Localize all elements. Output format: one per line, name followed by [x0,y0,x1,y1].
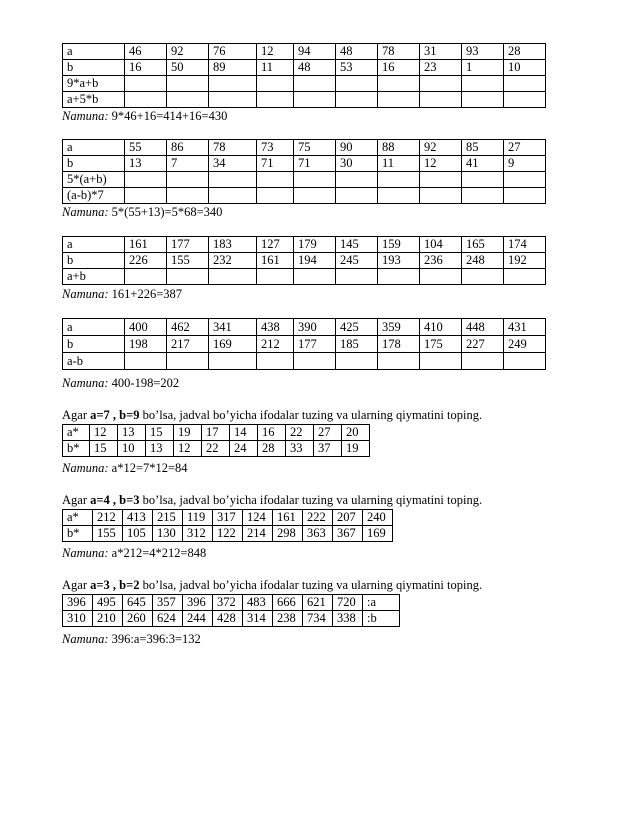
table-cell: 93 [462,44,504,60]
sample-text: 400-198=202 [111,376,180,390]
table-row [63,44,546,60]
table-cell: 28 [258,441,286,457]
sample-label: Namuna: [62,287,109,301]
exercise-table-1-block [62,43,546,108]
table-cell: 359 [378,319,420,336]
sample-line-4 [62,376,179,391]
table-cell: 183 [209,237,257,253]
table-cell: 12 [420,156,462,172]
table-cell: 312 [183,526,213,542]
table-cell: 169 [209,336,257,353]
table-cell [378,92,420,108]
table-cell [294,172,336,188]
table-cell [167,353,209,370]
table-cell [294,76,336,92]
table-cell: 232 [209,253,257,269]
table-cell: 341 [209,319,257,336]
table-cell [504,269,546,285]
table-cell: 217 [167,336,209,353]
table-cell [257,92,294,108]
row-label-cell: 310 [63,611,93,627]
table-cell: 227 [462,336,504,353]
table-cell [462,76,504,92]
exercise-table-2-block [62,139,546,204]
table-cell: 41 [462,156,504,172]
table-cell: 207 [333,510,363,526]
table-cell: 174 [504,237,546,253]
table-cell: 367 [333,526,363,542]
row-label-cell: (a-b)*7 [63,188,125,204]
row-label-cell: 396 [63,595,93,611]
b-value: b=3 [119,493,140,507]
table-cell: 11 [257,60,294,76]
table-cell: 13 [146,441,174,457]
table-row [63,510,393,526]
table-cell: 16 [378,60,420,76]
table-cell: 92 [167,44,209,60]
table-cell: 105 [123,526,153,542]
table-cell: 90 [336,140,378,156]
table-row [63,188,546,204]
table-cell: 210 [93,611,123,627]
sample-label: Namuna: [62,205,109,219]
table-cell: 20 [342,425,370,441]
table-row [63,156,546,172]
table-cell [504,188,546,204]
table-cell [420,269,462,285]
table-cell: 27 [314,425,342,441]
table-cell [209,172,257,188]
table-cell: 155 [167,253,209,269]
table-row [63,595,400,611]
table-cell [167,188,209,204]
sample-line-3 [62,287,182,302]
table-cell: 161 [273,510,303,526]
table-row [63,269,546,285]
table-cell: 425 [336,319,378,336]
row-label-cell: b [63,156,125,172]
row-label-cell: a [63,44,125,60]
table-cell: 124 [243,510,273,526]
table-cell [378,172,420,188]
table-cell: 317 [213,510,243,526]
table-cell [125,76,167,92]
table-cell [378,269,420,285]
table-row [63,172,546,188]
table-cell: 214 [243,526,273,542]
table-cell: 462 [167,319,209,336]
table-cell [294,353,336,370]
table-cell [420,92,462,108]
row-label-cell: b* [63,526,93,542]
table-cell: 12 [90,425,118,441]
sample-label: Namuna: [62,632,109,646]
table-cell [294,92,336,108]
table-cell: 13 [125,156,167,172]
table-cell [209,76,257,92]
a-value: a=3 [90,578,110,592]
table-row [63,60,546,76]
table-cell: 177 [167,237,209,253]
table-cell: 119 [183,510,213,526]
table-cell: 89 [209,60,257,76]
table-cell: 11 [378,156,420,172]
sample-text: a*12=7*12=84 [111,461,188,475]
table-cell: 92 [420,140,462,156]
table-cell: 495 [93,595,123,611]
table-cell: 621 [303,595,333,611]
table-cell: 431 [504,319,546,336]
table-cell: 86 [167,140,209,156]
table-row [63,611,400,627]
exercise-table-3 [62,236,546,285]
table-cell [504,92,546,108]
table-cell [209,353,257,370]
exercise-table-3-block [62,236,546,285]
table-cell [209,269,257,285]
table-cell [420,172,462,188]
table-cell: 19 [342,441,370,457]
table-cell: 12 [174,441,202,457]
table-cell [209,188,257,204]
table-cell: 88 [378,140,420,156]
table-cell: 145 [336,237,378,253]
table-cell: 161 [257,253,294,269]
table-row [63,441,370,457]
table-cell [257,188,294,204]
table-cell [125,92,167,108]
row-label-cell: a [63,237,125,253]
task-instruction-3: Agar a=3 , b=2 bo’lsa, jadval bo’yicha ifodalar tuzing va ularning qiymatini toping. [62,578,483,592]
table-cell [420,353,462,370]
table-cell: 78 [378,44,420,60]
table-cell [167,269,209,285]
sample-label: Namuna: [62,376,109,390]
row-label-cell: b [63,336,125,353]
table-cell [257,172,294,188]
table-cell: 130 [153,526,183,542]
task-table-3-block [62,594,400,627]
table-cell [336,76,378,92]
table-cell [125,269,167,285]
sample-line-1 [62,109,227,124]
sample-label: Namuna: [62,461,109,475]
table-cell: 28 [504,44,546,60]
table-cell [462,172,504,188]
table-cell: 249 [504,336,546,353]
row-label-cell: a* [63,510,93,526]
table-cell: 127 [257,237,294,253]
table-cell: 192 [504,253,546,269]
sample-label: Namuna: [62,109,109,123]
table-cell: 248 [462,253,504,269]
table-cell: 71 [294,156,336,172]
exercise-table-4 [62,318,546,370]
b-value: b=9 [119,408,140,422]
table-cell: 122 [213,526,243,542]
table-cell: 22 [202,441,230,457]
task-table-2-block [62,509,393,542]
table-cell: 9 [504,156,546,172]
table-cell: 390 [294,319,336,336]
row-label-cell: b [63,253,125,269]
table-cell [504,76,546,92]
table-cell: 165 [462,237,504,253]
table-cell: 298 [273,526,303,542]
table-cell: 178 [378,336,420,353]
table-cell: 338 [333,611,363,627]
table-cell: 10 [504,60,546,76]
table-cell [257,353,294,370]
row-label-cell: b* [63,441,90,457]
table-cell [504,353,546,370]
table-cell: 22 [286,425,314,441]
table-cell [257,76,294,92]
table-cell: 17 [202,425,230,441]
sample-line-6 [62,546,206,561]
table-cell: 236 [420,253,462,269]
row-label-cell: a* [63,425,90,441]
table-row [63,76,546,92]
sample-line-7 [62,632,201,647]
table-cell: 212 [93,510,123,526]
table-cell [294,188,336,204]
sample-text: 161+226=387 [111,287,183,301]
table-cell: 222 [303,510,333,526]
table-cell: 734 [303,611,333,627]
row-label-cell: a-b [63,353,125,370]
table-row [63,253,546,269]
table-cell: 159 [378,237,420,253]
table-cell [336,92,378,108]
table-cell: 226 [125,253,167,269]
task-table-3 [62,594,400,627]
table-cell: 48 [294,60,336,76]
table-cell: 1 [462,60,504,76]
row-label-cell: 5*(a+b) [63,172,125,188]
table-cell: 94 [294,44,336,60]
table-cell [209,92,257,108]
table-cell: 357 [153,595,183,611]
row-label-cell: b [63,60,125,76]
table-cell [462,353,504,370]
table-cell: 179 [294,237,336,253]
table-cell: 666 [273,595,303,611]
table-cell [378,76,420,92]
table-cell: 37 [314,441,342,457]
table-cell [125,172,167,188]
table-cell [336,172,378,188]
table-cell: 177 [294,336,336,353]
table-cell: 27 [504,140,546,156]
b-value: b=2 [119,578,140,592]
table-cell: 624 [153,611,183,627]
table-row [63,526,393,542]
exercise-table-4-block [62,318,546,370]
table-cell: 76 [209,44,257,60]
table-cell: 193 [378,253,420,269]
table-cell: 71 [257,156,294,172]
table-cell [125,353,167,370]
table-cell: 31 [420,44,462,60]
table-cell: 198 [125,336,167,353]
table-cell: 372 [213,595,243,611]
table-cell: 19 [174,425,202,441]
table-cell: 212 [257,336,294,353]
table-cell: 14 [230,425,258,441]
table-row [63,425,370,441]
sample-text: 5*(55+13)=5*68=340 [111,205,223,219]
row-label-cell: a [63,319,125,336]
table-cell: 85 [462,140,504,156]
table-cell: 400 [125,319,167,336]
a-value: a=7 [90,408,110,422]
table-cell: 50 [167,60,209,76]
table-cell: 396 [183,595,213,611]
table-cell [336,269,378,285]
table-cell: 363 [303,526,333,542]
table-row [63,336,546,353]
table-cell: 413 [123,510,153,526]
table-cell: 104 [420,237,462,253]
table-cell: 194 [294,253,336,269]
table-cell: 438 [257,319,294,336]
table-cell: 34 [209,156,257,172]
task-table-1-block [62,424,370,457]
task-instruction-1: Agar a=7 , b=9 bo’lsa, jadval bo’yicha ifodalar tuzing va ularning qiymatini toping. [62,408,483,422]
table-row [63,319,546,336]
table-cell: 23 [420,60,462,76]
table-cell: 33 [286,441,314,457]
table-cell: 12 [257,44,294,60]
table-cell [462,92,504,108]
table-cell: 240 [363,510,393,526]
table-cell: 428 [213,611,243,627]
table-cell [378,188,420,204]
table-cell: 175 [420,336,462,353]
table-cell [462,269,504,285]
sample-text: a*212=4*212=848 [111,546,207,560]
table-cell: 55 [125,140,167,156]
table-cell: 15 [146,425,174,441]
task-table-1 [62,424,370,457]
table-cell: 155 [93,526,123,542]
table-row [63,237,546,253]
task-table-2 [62,509,393,542]
table-cell: 410 [420,319,462,336]
table-cell: 448 [462,319,504,336]
row-label-cell: a+b [63,269,125,285]
table-row [63,140,546,156]
table-cell: 10 [118,441,146,457]
table-cell: 53 [336,60,378,76]
table-cell: 75 [294,140,336,156]
table-cell [378,353,420,370]
table-cell: 13 [118,425,146,441]
table-cell: 24 [230,441,258,457]
table-cell: 215 [153,510,183,526]
table-cell [167,76,209,92]
table-cell: 720 [333,595,363,611]
table-cell: 15 [90,441,118,457]
table-cell: 161 [125,237,167,253]
table-cell: :a [363,595,400,611]
table-cell: 169 [363,526,393,542]
table-cell [462,188,504,204]
exercise-table-2 [62,139,546,204]
sample-line-2 [62,205,222,220]
table-cell: 30 [336,156,378,172]
sample-text: 396:a=396:3=132 [111,632,201,646]
table-row [63,353,546,370]
task-instruction-2: Agar a=4 , b=3 bo’lsa, jadval bo’yicha ifodalar tuzing va ularning qiymatini toping. [62,493,483,507]
table-cell [420,188,462,204]
sample-text: 9*46+16=414+16=430 [111,109,228,123]
table-cell: 16 [258,425,286,441]
table-cell [294,269,336,285]
table-cell: 244 [183,611,213,627]
table-cell: 238 [273,611,303,627]
table-cell [125,188,167,204]
table-cell [504,172,546,188]
table-cell: 185 [336,336,378,353]
row-label-cell: a [63,140,125,156]
row-label-cell: a+5*b [63,92,125,108]
sample-line-5 [62,461,188,476]
table-cell: 260 [123,611,153,627]
table-cell [420,76,462,92]
table-cell: 645 [123,595,153,611]
sample-label: Namuna: [62,546,109,560]
table-cell: :b [363,611,400,627]
table-cell: 78 [209,140,257,156]
table-row [63,92,546,108]
table-cell: 16 [125,60,167,76]
exercise-table-1 [62,43,546,108]
table-cell: 7 [167,156,209,172]
a-value: a=4 [90,493,110,507]
table-cell [167,92,209,108]
table-cell: 314 [243,611,273,627]
table-cell [336,188,378,204]
table-cell [167,172,209,188]
table-cell: 48 [336,44,378,60]
row-label-cell: 9*a+b [63,76,125,92]
table-cell [336,353,378,370]
table-cell: 245 [336,253,378,269]
table-cell: 46 [125,44,167,60]
table-cell: 483 [243,595,273,611]
table-cell: 73 [257,140,294,156]
table-cell [257,269,294,285]
